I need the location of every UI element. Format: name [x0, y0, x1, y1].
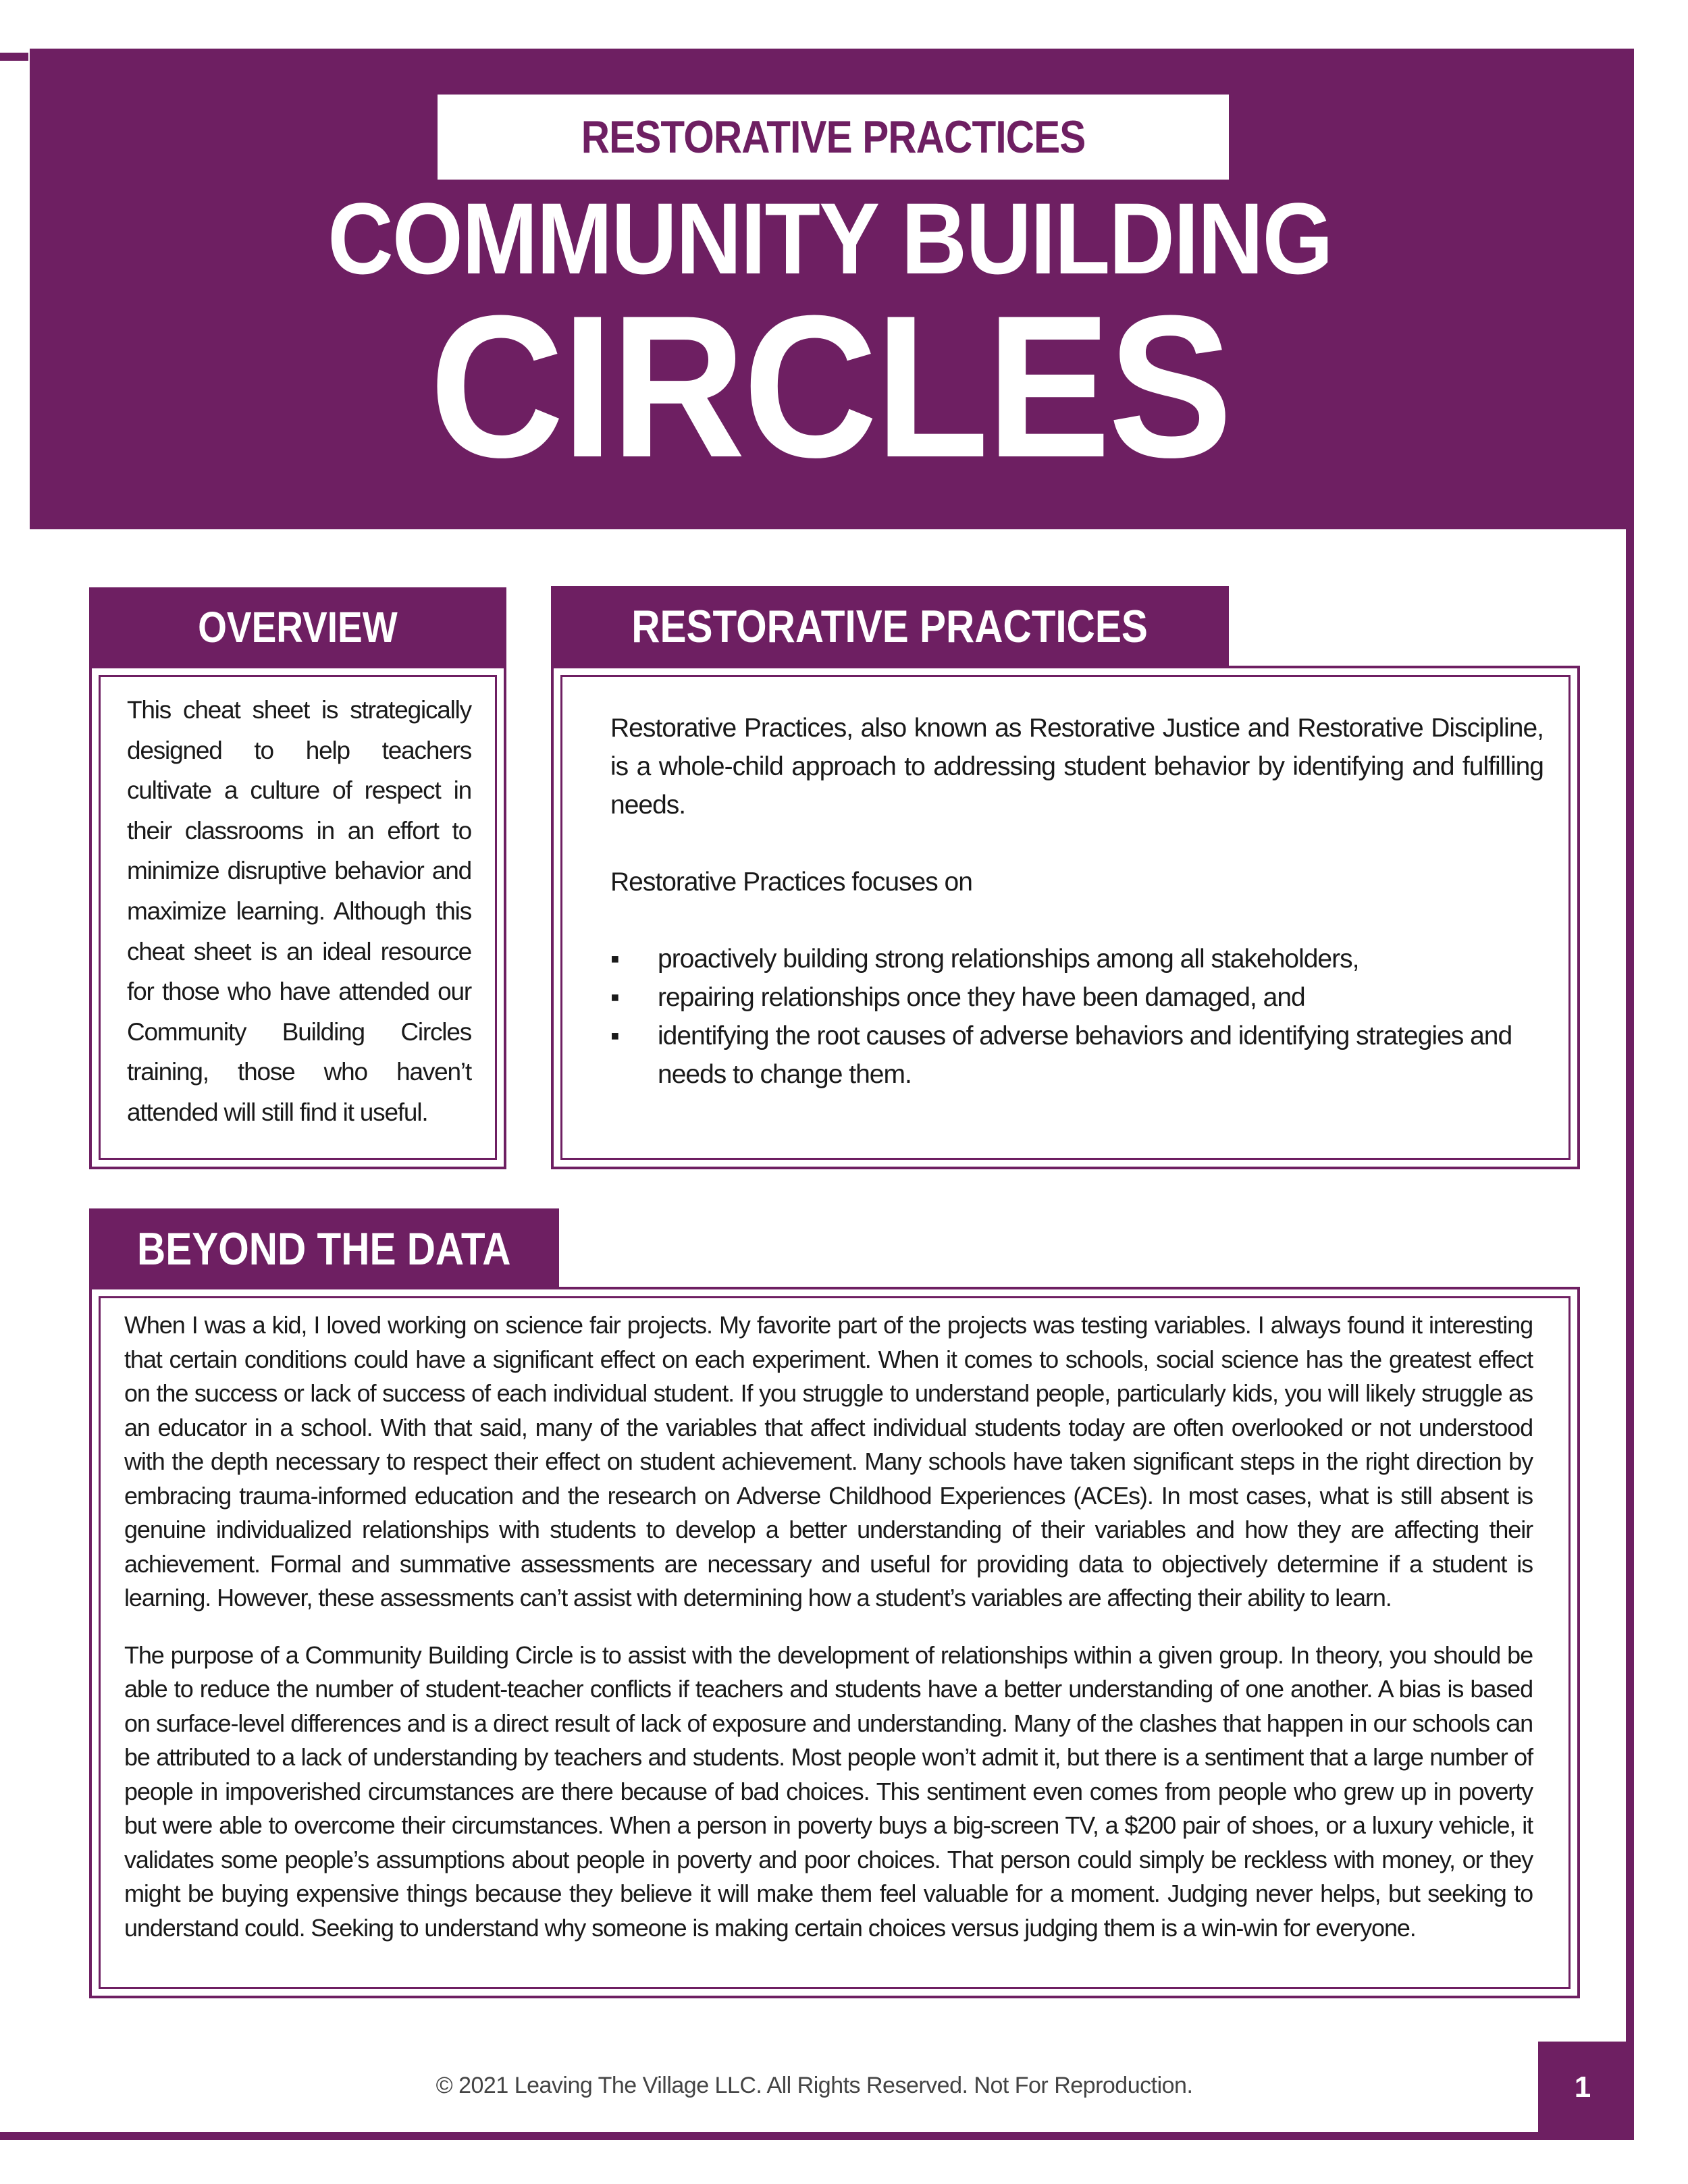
restorative-body — [610, 709, 1544, 1094]
bullet-marker: ▪ — [610, 944, 619, 974]
list-item-text: repairing relationships once they have been damaged, and — [658, 983, 1305, 1012]
beyond-heading: BEYOND THE DATA — [137, 1223, 511, 1275]
list-item-text: identifying the root causes of adverse behaviors and identifying strategies and needs to change them. — [658, 1021, 1512, 1089]
bullet-marker: ▪ — [610, 983, 619, 1012]
overview-heading: OVERVIEW — [198, 603, 398, 651]
list-item-text: proactively building strong relationships among all stakeholders, — [658, 944, 1359, 974]
bottom-border-rule — [0, 2132, 1634, 2140]
overview-heading-tab — [89, 587, 506, 667]
restorative-panel — [551, 666, 1580, 1169]
subtitle-box — [438, 95, 1229, 180]
beyond-body — [124, 1308, 1533, 1945]
page-title-line2: CIRCLES — [429, 273, 1230, 500]
restorative-heading-tab — [551, 586, 1229, 667]
restorative-heading: RESTORATIVE PRACTICES — [631, 601, 1149, 652]
overview-body: This cheat sheet is strategically designed to help teachers cultivate a culture of respect in their classrooms in an effort to minimize disruptive behavior and maximize learning. Although this cheat sheet is an ideal resource for those who have attended our Community Building Circles training, those who haven’t attended will still find it useful. — [127, 696, 471, 1126]
beyond-panel — [89, 1287, 1580, 1998]
copyright-footer: © 2021 Leaving The Village LLC. All Rights Reserved. Not For Reproduction. — [436, 2073, 1193, 2098]
beyond-heading-tab — [89, 1208, 559, 1289]
beyond-paragraph: The purpose of a Community Building Circle is to assist with the development of relationships within a given group. In theory, you should be able to reduce the number of student-teacher conflicts if teachers and students have a better understanding of one another. A bias is based on surface-level differences and is a direct result of lack of exposure and understanding. Many of the clashes that happen in our schools can be attributed to a lack of understanding by teachers and students. Most people won’t admit it, but there is a sentiment that a large number of people in impoverished circumstances are there because of bad choices. This sentiment even comes from people who grew up in poverty but were able to overcome their circumstances. When a person in poverty buys a big-screen TV, a $200 pair of shoes, or a luxury vehicle, it validates some people’s assumptions about people in poverty and poor choices. That person could simply be reckless with money, or they might be buying expensive things because they believe it will make them feel valuable for a moment. Judging never helps, but seeking to understand could. Seeking to understand why someone is making certain choices versus judging them is a win-win for everyone. — [124, 1641, 1533, 1942]
right-border-rule — [1626, 49, 1634, 2140]
subtitle: RESTORATIVE PRACTICES — [581, 111, 1086, 163]
overview-panel — [89, 666, 506, 1169]
list-item — [610, 978, 1544, 1017]
list-item — [610, 1017, 1544, 1094]
restorative-intro: Restorative Practices, also known as Restorative Justice and Restorative Discipline, is a whole-child approach to addressing student behavior by identifying and fulfilling needs. — [610, 714, 1544, 820]
bullet-marker: ▪ — [610, 1021, 619, 1050]
restorative-focus-label: Restorative Practices focuses on — [610, 868, 972, 897]
beyond-paragraph: When I was a kid, I loved working on science fair projects. My favorite part of the projects was testing variables. I always found it interesting that certain conditions could have a significant effect on each experiment. When it comes to schools, social science has the greatest effect on the success or lack of success of each individual student. If you struggle to understand people, particularly kids, you will likely struggle as an educator in a school. With that said, many of the variables that affect individual students today are often overlooked or not understood with the depth necessary to respect their effect on student achievement. Many schools have taken significant steps in the right direction by embracing trauma-informed education and the research on Adverse Childhood Experiences (ACEs). In most cases, what is still absent is genuine individualized relationships with students to develop a better understanding of their variables and how they are affecting their achievement. Formal and summative assessments are necessary and useful for providing data to objectively determine if a student is learning. However, these assessments can’t assist with determining how a student’s variables are affecting their ability to learn. — [124, 1311, 1533, 1612]
page-number: 1 — [1538, 2042, 1627, 2133]
list-item — [610, 940, 1544, 978]
page-title-line1: COMMUNITY BUILDING — [327, 182, 1332, 295]
top-accent-bar — [0, 53, 28, 61]
